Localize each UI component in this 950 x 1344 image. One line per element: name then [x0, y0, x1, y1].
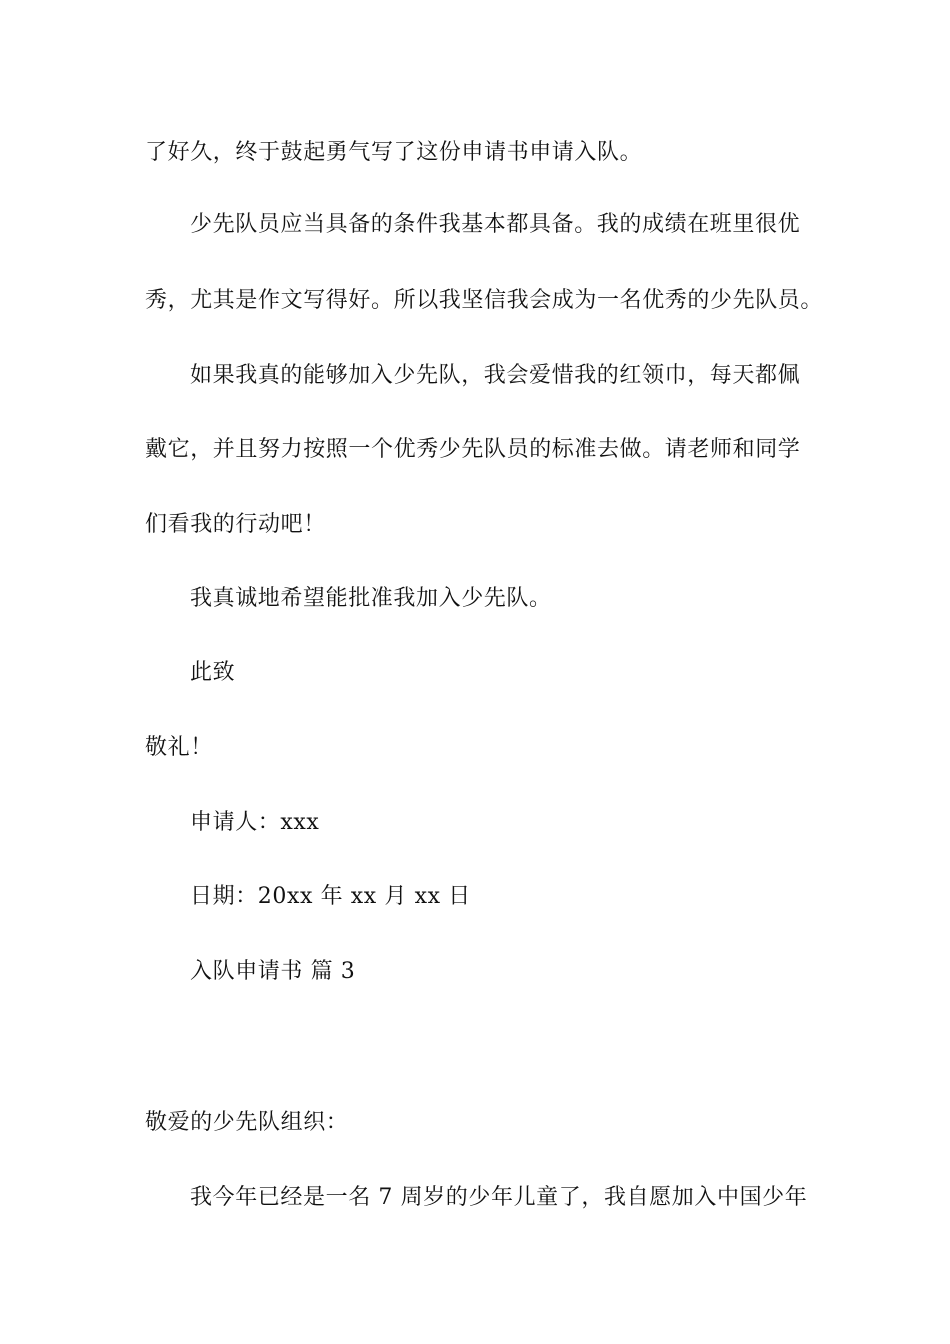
section-title: 入队申请书 篇 3 [190, 959, 356, 984]
paragraph-line: 们看我的行动吧！ [145, 512, 326, 537]
paragraph-line: 我今年已经是一名 7 周岁的少年儿童了，我自愿加入中国少年 [190, 1185, 808, 1210]
greeting-line: 敬爱的少先队组织： [145, 1110, 349, 1135]
paragraph-line: 少先队员应当具备的条件我基本都具备。我的成绩在班里很优 [190, 212, 801, 237]
paragraph-line: 秀，尤其是作文写得好。所以我坚信我会成为一名优秀的少先队员。 [145, 288, 824, 313]
paragraph-line: 我真诚地希望能批准我加入少先队。 [190, 586, 552, 611]
applicant-line: 申请人：xxx [190, 810, 320, 835]
paragraph-line: 戴它，并且努力按照一个优秀少先队员的标准去做。请老师和同学 [145, 437, 801, 462]
date-line: 日期：20xx 年 xx 月 xx 日 [190, 884, 471, 909]
paragraph-line: 了好久，终于鼓起勇气写了这份申请书申请入队。 [145, 140, 643, 165]
salutation-line: 敬礼！ [145, 735, 213, 760]
paragraph-line: 如果我真的能够加入少先队，我会爱惜我的红领巾，每天都佩 [190, 363, 801, 388]
salutation-line: 此致 [190, 660, 236, 685]
